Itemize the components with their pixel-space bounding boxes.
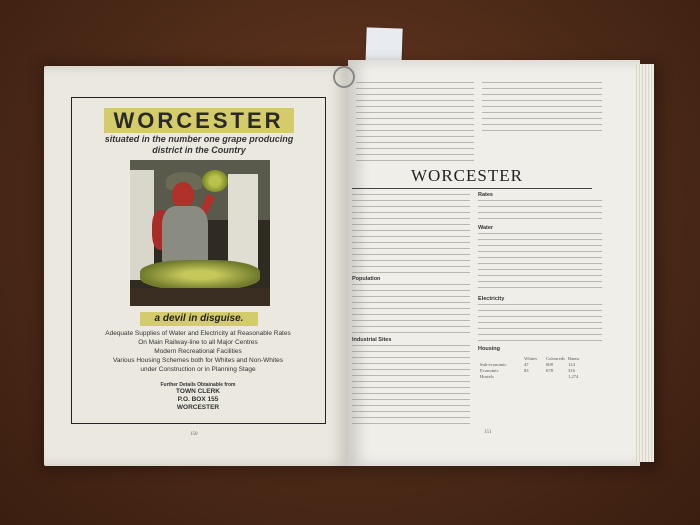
feature-line: Various Housing Schemes both for Whites and Non-Whites — [112, 357, 284, 364]
heading-industrial-sites: Industrial Sites — [352, 337, 392, 343]
feature-line: Modern Recreational Facilities — [154, 348, 242, 355]
table-col-header: Whites — [524, 356, 538, 361]
article-top-text-right — [482, 82, 602, 134]
contact-town: WORCESTER — [176, 404, 220, 411]
page-number-left: 150 — [190, 432, 198, 437]
feature-line: On Main Railway-line to all Major Centres — [138, 339, 258, 346]
heading-population: Population — [352, 276, 381, 282]
grape-statue-photo — [130, 160, 270, 306]
article-column-left-2 — [352, 284, 470, 334]
table-row: Sub-economic 47 608 124 — [480, 362, 575, 367]
heading-water: Water — [478, 225, 494, 231]
feature-line: Adequate Supplies of Water and Electricity at Reasonable Rates — [105, 330, 291, 337]
contact-name: TOWN CLERK — [176, 388, 220, 395]
feature-line: under Construction or in Planning Stage — [140, 366, 256, 373]
article-top-text-left — [356, 82, 474, 162]
title-rule — [352, 188, 592, 189]
table-col-header: Coloureds — [546, 356, 565, 361]
photo-caption: a devil in disguise. — [140, 312, 258, 326]
article-title: WORCESTER — [411, 166, 523, 185]
article-column-right-2 — [478, 233, 602, 293]
table-row: Economic 83 678 316 — [480, 368, 575, 373]
article-column-left-1 — [352, 194, 470, 274]
article-column-right-3 — [478, 304, 602, 344]
table-col-header: Bantu — [568, 356, 579, 361]
contact-box: P.O. BOX 155 — [177, 396, 219, 403]
page-edges — [636, 64, 654, 462]
housing-table — [480, 356, 610, 380]
binding-ring — [333, 66, 355, 88]
ad-title: WORCESTER — [71, 108, 326, 134]
article-column-right-1 — [478, 200, 602, 222]
contact-block — [150, 382, 246, 412]
table-row: Hostels 1,274 — [480, 374, 579, 379]
heading-electricity: Electricity — [478, 296, 505, 302]
ad-subtitle: situated in the number one grape producing district in the Country — [104, 134, 294, 155]
article-column-left-3 — [352, 345, 470, 425]
heading-housing: Housing — [478, 346, 500, 352]
contact-intro: Further Details Obtainable from — [160, 382, 236, 388]
page-number-right: 151 — [484, 430, 492, 435]
heading-rates: Rates — [478, 192, 493, 198]
features-list — [76, 329, 320, 374]
